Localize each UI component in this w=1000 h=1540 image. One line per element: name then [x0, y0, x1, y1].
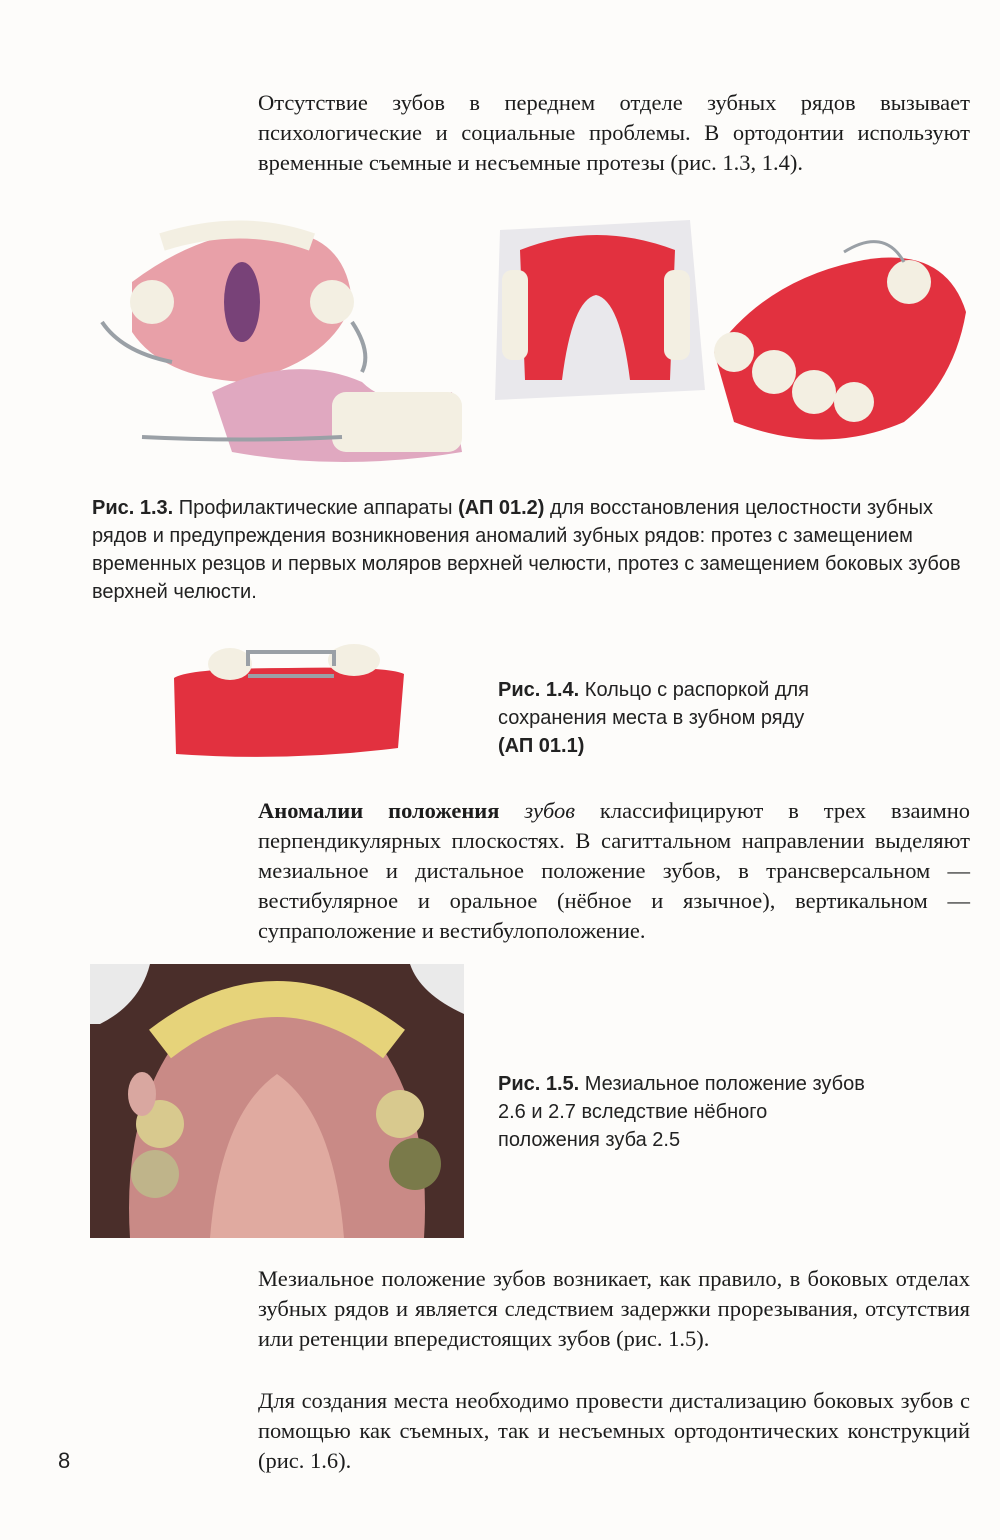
figure-1-3-caption: [92, 494, 972, 606]
figure-1-3-code: (АП 01.2): [458, 497, 545, 519]
palate-photo-image: [90, 964, 464, 1238]
anomalies-paragraph: [258, 796, 970, 946]
anomalies-text: классифицируют в трех взаимно перпендикулярных плоскостях. В сагиттальном направлении выделяют мезиальное и дистальное положение зубов, в трансверсальном — вестибулярное и оральное (нёбное и язычное), вертикальном — супраположение и вестибулоположение.: [258, 798, 971, 943]
figure-1-3-photo-left: [92, 212, 482, 480]
figure-1-5-label: Рис. 1.5.: [498, 1073, 580, 1095]
figure-1-5-caption: [498, 1070, 870, 1154]
distalization-paragraph: Для создания места необходимо провести дистализацию боковых зубов с помощью как съемных, так и несъемных ортодонтических конструкций (рис. 1.6).: [258, 1388, 970, 1473]
figure-1-4-code: (АП 01.1): [498, 735, 585, 757]
figure-1-5-photo: [90, 964, 464, 1238]
band-and-loop-image: [168, 638, 410, 762]
figure-1-5-text-a: Мезиальное положение зубов 2.6 и 2.7 вследствие нёбного положения зуба 2.5: [498, 1073, 865, 1151]
lateral-prosthesis-model-image: [480, 190, 712, 410]
upper-prosthesis-image: [92, 212, 482, 480]
figure-1-4-label: Рис. 1.4.: [498, 679, 580, 701]
figure-1-3-photo-middle: [480, 190, 712, 410]
figure-1-4-caption: [498, 676, 870, 760]
figure-1-3-photo-right: [704, 222, 972, 460]
anomalies-term-italic: зубов: [524, 798, 576, 823]
figure-1-3-text-a: Профилактические аппараты: [178, 497, 453, 519]
lower-prosthesis-image: [704, 222, 972, 460]
intro-paragraph: Отсутствие зубов в переднем отделе зубных рядов вызывает психологические и социальные проблемы. В ортодонтии используют временные съемные и несъемные протезы (рис. 1.3, 1.4).: [258, 90, 970, 175]
mesial-paragraph: Мезиальное положение зубов возникает, как правило, в боковых отделах зубных рядов и является следствием задержки прорезывания, отсутствия или ретенции впередистоящих зубов (рис. 1.5).: [258, 1266, 970, 1351]
figure-1-3-text-b: для восстановления целостности зубных рядов и предупреждения возникновения аномалий зубных рядов: протез с замещением временных резцов и первых моляров верхней челюсти, протез с замещением боковых зубов верхней челюсти.: [92, 497, 961, 603]
page-number: 8: [58, 1448, 71, 1473]
figure-1-4-text-a: Кольцо с распоркой для сохранения места в зубном ряду: [498, 679, 810, 729]
figure-1-3-label: Рис. 1.3.: [92, 497, 174, 519]
figure-1-4-photo: [168, 638, 410, 762]
anomalies-term: Аномалии положения: [258, 798, 500, 823]
